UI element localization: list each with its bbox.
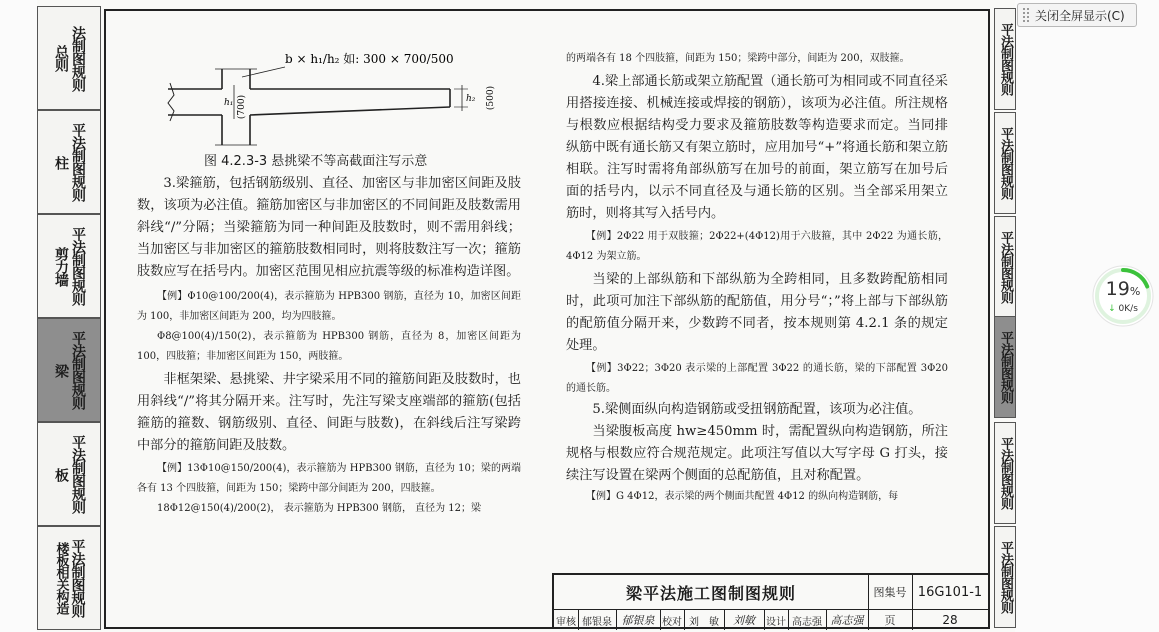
paragraph: 5.梁侧面纵向构造钢筋或受扭钢筋配置，该项为必注值。 xyxy=(592,402,922,417)
atlas-number: 16G101-1 xyxy=(917,584,983,600)
reviewer-name: 郁银泉 xyxy=(578,610,617,630)
tab-side-label: 柱 xyxy=(53,155,69,169)
figure-top-label: b × h₁/h₂ 如: 300 × 700/500 xyxy=(285,52,454,66)
right-tab-general[interactable] xyxy=(994,8,1016,110)
tab-side-label: 楼板相关构造 xyxy=(53,542,69,614)
signature-row xyxy=(554,609,990,630)
right-tab-slab[interactable] xyxy=(994,422,1016,524)
tab-side-label: 梁 xyxy=(53,363,69,377)
figure-caption: 图 4.2.3-3 悬挑梁不等高截面注写示意 xyxy=(204,154,428,169)
tab-label: 平法制图规则 xyxy=(998,23,1013,95)
h1-value: (700) xyxy=(237,94,247,120)
tab-rest-label: 平法制图规则 xyxy=(69,539,86,617)
example-text: 【例】3Φ22；3Φ20 表示梁的上部配置 3Φ22 的通长筋，梁的下部配置 3Φ20 的通长筋。 xyxy=(566,363,948,394)
left-text-column xyxy=(137,173,521,519)
left-tab-slab-related[interactable] xyxy=(37,526,101,630)
page-label: 页 xyxy=(868,610,913,630)
paragraph: 3.梁箍筋，包括钢筋级别、直径、加密区与非加密区间距及肢数，该项为必注值。箍筋加密区与非加密区的不同间距及肢数需用斜线“/”分隔；当梁箍筋为同一种间距及肢数时，则不需用斜线；当加密区与非加密区的箍筋肢数相同时，则将肢数注写一次；箍筋肢数应写在括号内。加密区范围见相应抗震等级的标准构造详图。 xyxy=(137,176,521,279)
example-text: Φ8@100(4)/150(2)，表示箍筋为 HPB300 钢筋，直径为 8，加密区间距为 100，四肢箍；非加密区间距为 150，两肢箍。 xyxy=(137,331,521,362)
network-speed-widget[interactable] xyxy=(1091,264,1155,328)
example-text: 的两端各有 18 个四肢箍，间距为 150；梁跨中部分，间距为 200，双肢箍。 xyxy=(566,53,910,64)
left-tab-bar xyxy=(37,6,101,632)
tab-label: 平法制图规则 xyxy=(998,127,1013,199)
tab-rest-label: 平法制图规则 xyxy=(70,123,86,201)
speed-rate xyxy=(1091,304,1155,314)
speed-percent-value: 19 xyxy=(1105,278,1130,300)
left-tab-slab[interactable] xyxy=(37,422,101,526)
designer-signature: 高志强 xyxy=(826,610,869,630)
paragraph: 当梁腹板高度 hw≥450mm 时，需配置纵向构造钢筋，所注规格与根数应符合规范规定。此项注写值以大写字母 G 打头，接续注写设置在梁两个侧面的总配筋值，且对称配置。 xyxy=(566,424,948,483)
tab-side-label: 剪力墙 xyxy=(53,246,69,286)
left-tab-general[interactable] xyxy=(37,6,101,110)
left-tab-shear-wall[interactable] xyxy=(37,214,101,318)
h1-label: h₁ xyxy=(224,98,234,108)
download-arrow-icon: ↓ xyxy=(1108,304,1116,314)
right-tab-slab-related[interactable] xyxy=(994,526,1016,628)
speed-percent-unit: % xyxy=(1129,285,1141,298)
tab-side-label: 总则 xyxy=(53,45,69,71)
tab-rest-label: 法制图规则 xyxy=(70,25,86,91)
title-block xyxy=(552,573,988,629)
tab-rest-label: 平法制图规则 xyxy=(70,227,86,305)
drawing-title: 梁平法施工图制图规则 xyxy=(554,575,869,609)
example-text: 18Φ12@150(4)/200(2)， 表示箍筋为 HPB300 钢筋， 直径为 12；梁 xyxy=(157,503,482,514)
checker-name: 刘 敏 xyxy=(684,610,725,630)
tab-label: 平法制图规则 xyxy=(998,541,1013,613)
paragraph: 4.梁上部通长筋或架立筋配置（通长筋可为相同或不同直径采用搭接连接、机械连接或焊接的钢筋），该项为必注值。所注规格与根数应根据结构受力要求及箍筋肢数等构造要求而定。当同排纵筋中既有通长筋又有架立筋时，应用加号“+”将通长筋和架立筋相联。注写时需将角部纵筋写在加号的前面，架立筋写在加号后面的括号内，以示不同直径及与通长筋的区别。当全部采用架立筋时，则将其写入括号内。 xyxy=(566,74,948,221)
design-label: 设计 xyxy=(764,610,789,630)
example-text: 【例】2Φ22 用于双肢箍；2Φ22+(4Φ12)用于六肢箍，其中 2Φ22 为通长筋，4Φ12 为架立筋。 xyxy=(566,231,948,262)
example-text: 【例】13Φ10@150/200(4)，表示箍筋为 HPB300 钢筋，直径为 10；梁的两端各有 13 个四肢箍，间距为 150；梁跨中部分间距为 200，四肢箍。 xyxy=(137,463,521,494)
speed-percent xyxy=(1091,278,1155,300)
right-tab-bar xyxy=(994,8,1016,632)
left-tab-column[interactable] xyxy=(37,110,101,214)
checker-signature: 刘敏 xyxy=(724,610,765,630)
example-text: 【例】Φ10@100/200(4)，表示箍筋为 HPB300 钢筋，直径为 10，加密区间距为 100，非加密区间距为 200，均为四肢箍。 xyxy=(137,291,521,322)
atlas-label: 图集号 xyxy=(868,575,913,609)
reviewer-signature: 郁银泉 xyxy=(616,610,661,630)
example-text: 【例】G 4Φ12，表示梁的两个侧面共配置 4Φ12 的纵向构造钢筋，每 xyxy=(586,491,899,502)
check-label: 校对 xyxy=(660,610,685,630)
right-tab-shear-wall[interactable] xyxy=(994,216,1016,318)
exit-fullscreen-button[interactable] xyxy=(1017,3,1137,27)
left-tab-beam[interactable] xyxy=(37,318,101,422)
right-text-column xyxy=(566,49,948,507)
tab-side-label: 板 xyxy=(53,467,69,481)
tab-label: 平法制图规则 xyxy=(998,331,1013,403)
speed-rate-value: 0K/s xyxy=(1118,304,1138,314)
right-tab-beam[interactable] xyxy=(994,316,1016,418)
tab-label: 平法制图规则 xyxy=(998,437,1013,509)
designer-name: 高志强 xyxy=(788,610,827,630)
review-label: 审核 xyxy=(554,610,579,630)
right-tab-column[interactable] xyxy=(994,112,1016,214)
tab-rest-label: 平法制图规则 xyxy=(70,331,86,409)
tab-label: 平法制图规则 xyxy=(998,231,1013,303)
h2-value: (500) xyxy=(486,85,496,111)
h2-label: h₂ xyxy=(466,94,476,104)
paragraph: 非框架梁、悬挑梁、井字梁采用不同的箍筋间距及肢数时，也用斜线“/”将其分隔开来。注写时，先注写梁支座端部的箍筋(包括箍筋的箍数、钢筋级别、直径、间距与肢数)，在斜线后注写梁跨中部分的箍筋间距及肢数。 xyxy=(137,372,521,453)
page-number: 28 xyxy=(942,613,958,627)
drag-grip-icon[interactable] xyxy=(1023,8,1029,22)
paragraph: 当梁的上部纵筋和下部纵筋为全跨相同，且多数跨配筋相同时，此项可加注下部纵筋的配筋值，用分号“；”将上部与下部纵筋的配筋值分隔开来，少数跨不同者，按本规则第 4.2.1 条的规定处理。 xyxy=(566,272,948,353)
cantilever-beam-figure xyxy=(160,45,520,151)
exit-fullscreen-label: 关闭全屏显示(C) xyxy=(1035,8,1125,23)
tab-rest-label: 平法制图规则 xyxy=(70,435,86,513)
